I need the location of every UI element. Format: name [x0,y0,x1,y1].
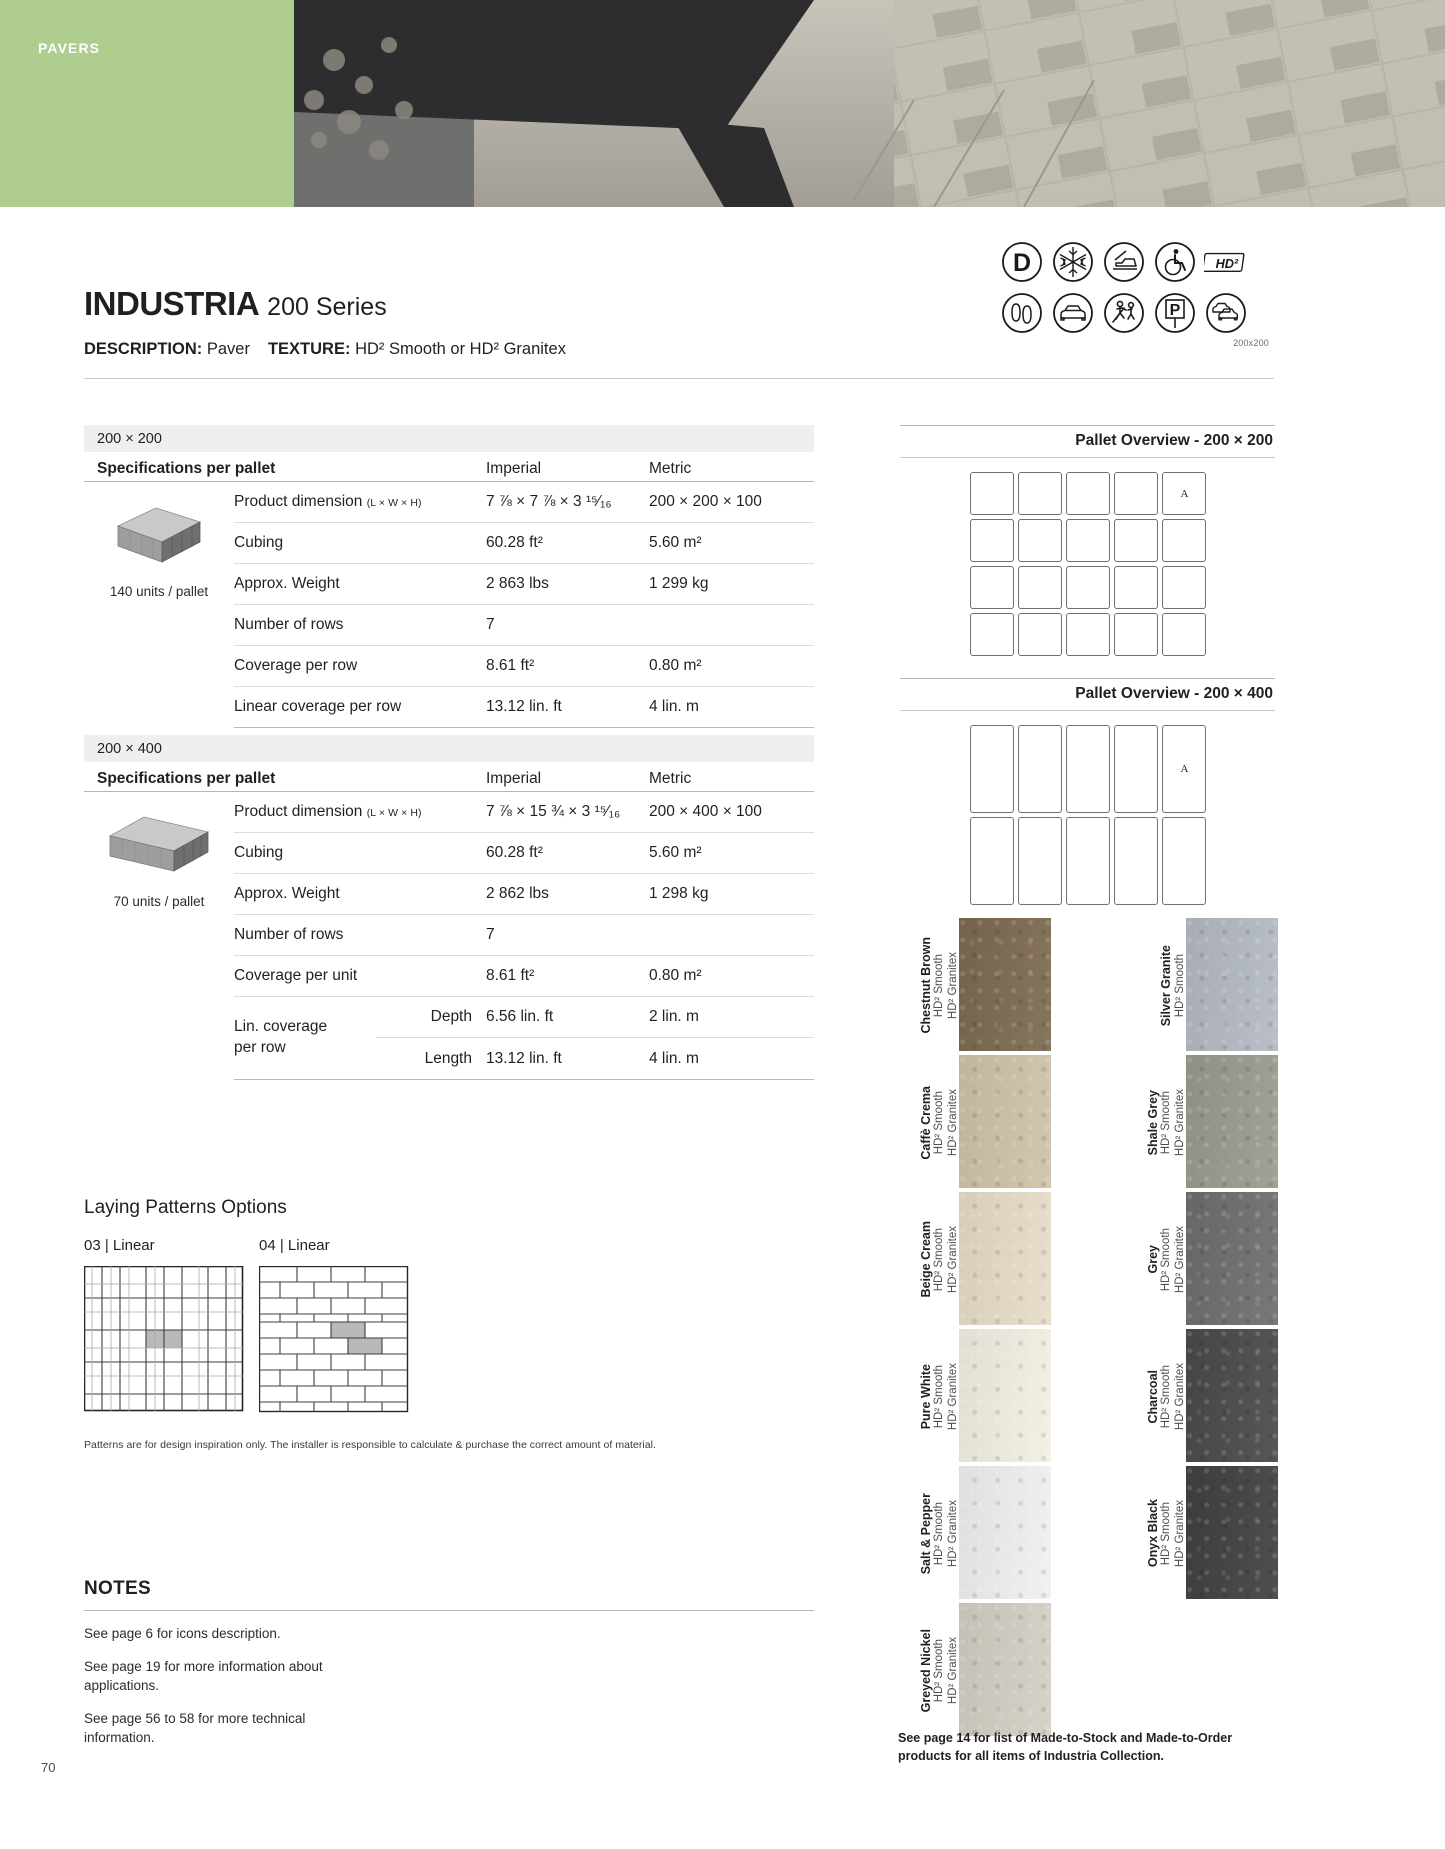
swatch-texture-label: HD² Smooth [1160,1090,1173,1155]
swatch-color-chip [1186,1192,1278,1325]
pallet-cell [1018,566,1062,609]
svg-text:P: P [1169,302,1181,319]
color-swatch-item [898,1192,1051,1327]
hd2-badge-icon [1204,240,1248,284]
swatch-color-chip [959,1329,1051,1462]
pedestrian-footprints-icon [1000,291,1044,335]
svg-text:HD²: HD² [1215,256,1239,271]
row-sublabel: (L × W × H) [366,807,422,819]
pallet-cell [970,725,1014,813]
row-metric: 1 298 kg [649,885,709,902]
paver-3d-thumbnail-200x200 [104,496,214,574]
size-label-2: 200 × 400 [97,740,162,757]
row-imperial: 8.61 ft² [486,657,535,674]
size-bar-1 [84,425,814,452]
pallet-grid-1 [970,472,1206,656]
pallet-cell [1114,613,1158,656]
table-row [234,482,814,523]
pattern-label-03: 03 | Linear [84,1237,155,1254]
swatch-labels [898,918,959,1053]
swatch-texture-label: HD² Smooth [933,1638,946,1703]
swatch-labels [898,1055,959,1190]
dual-tag: Depth [430,1008,472,1025]
swatch-color-chip [1186,1329,1278,1462]
pallet-grid-2 [970,725,1206,905]
swatch-labels [1125,1466,1186,1601]
description-value: Paver [206,340,250,358]
pallet-cell [1162,519,1206,562]
pallet-cell [1018,817,1062,905]
swatch-texture-label: HD² Granitex [946,1088,959,1157]
description-label: DESCRIPTION: [84,340,203,358]
swatch-color-name: Greyed Nickel [918,1628,933,1713]
pattern-figures [84,1266,814,1413]
spec-header-metric-1: Metric [649,460,692,477]
spec-header-metric-2: Metric [649,770,692,787]
swatch-labels [1125,1055,1186,1190]
color-swatch-item [1125,918,1278,1053]
table-row [234,874,814,915]
row-sublabel: (L × W × H) [366,497,422,509]
row-metric: 5.60 m² [649,534,702,551]
swatch-color-chip [959,918,1051,1051]
table-row [376,1038,814,1079]
pallet-cell [1066,566,1110,609]
row-imperial: 7 [486,926,495,943]
table-row [376,997,814,1038]
row-label: Number of rows [234,616,344,633]
pattern-disclaimer: Patterns are for design inspiration only. The installer is responsible to calculate & purchase the correct amount of material. [84,1439,657,1451]
pallet-cell [1066,817,1110,905]
swatch-column-left [898,918,1051,1740]
svg-text:D: D [1012,249,1032,277]
spec-body-1 [84,482,814,728]
row-label-text: Product dimension [234,493,363,510]
row-metric: 2 lin. m [649,1008,699,1025]
pallet-grid-wrap-1 [900,458,1275,656]
swatch-texture-label: HD² Granitex [1173,1088,1186,1157]
pallet-cell [1162,817,1206,905]
color-swatch-item [1125,1055,1278,1190]
row-imperial: 7 ⅞ × 7 ⅞ × 3 ¹⁵⁄₁₆ [486,493,612,510]
pattern-figure-04 [259,1266,409,1413]
row-imperial: 7 ⅞ × 15 ¾ × 3 ¹⁵⁄₁₆ [486,803,621,820]
color-swatch-item [1125,1466,1278,1601]
swatch-texture-label: HD² Smooth [1173,953,1186,1018]
table-row [234,687,814,728]
pallet-cell [1162,613,1206,656]
pallet-cell [1066,613,1110,656]
texture-value: HD² Smooth or HD² Granitex [355,340,566,358]
swatch-color-name: Onyx Black [1145,1499,1160,1568]
swatch-labels [1125,918,1186,1053]
swatch-texture-label: HD² Smooth [933,953,946,1018]
pallet-cell [1114,725,1158,813]
swatch-labels [898,1466,959,1601]
pallet-cell [1162,725,1206,813]
row-imperial: 2 863 lbs [486,575,549,592]
row-label-text: Product dimension [234,803,363,820]
dual-tag: Length [424,1049,472,1067]
notes-divider [84,1610,814,1611]
pallet-overview-200x200 [900,425,1275,656]
notes-section [84,1578,814,1748]
page-number: 70 [41,1760,56,1775]
row-label: Coverage per row [234,657,358,674]
size-bar-2 [84,735,814,762]
note-line: See page 6 for icons description. [84,1626,281,1641]
spec-header-row-2 [84,762,814,792]
swatch-color-chip [959,1603,1051,1736]
pallet-cell [1114,519,1158,562]
color-swatch-item [898,918,1051,1053]
pallet-cell [1066,519,1110,562]
pallet-cell [970,472,1014,515]
swatch-texture-label: HD² Smooth [1160,1227,1173,1292]
row-imperial: 13.12 lin. ft [486,1049,562,1067]
swatch-texture-label: HD² Granitex [1173,1499,1186,1568]
pallet-cell [970,613,1014,656]
spec-header-imperial-2: Imperial [486,770,542,787]
pallet-cell [1018,613,1062,656]
swatch-color-chip [1186,1466,1278,1599]
swatch-labels [898,1603,959,1738]
note-line: See page 19 for more information about applications. [84,1658,323,1694]
pattern-figure-03 [84,1266,259,1413]
pallet-cell [970,566,1014,609]
swatch-texture-label: HD² Granitex [946,1362,959,1431]
pallet-cell [1018,725,1062,813]
swatch-color-chip [959,1055,1051,1188]
pattern-headers [84,1237,814,1254]
row-label [234,493,486,511]
pallet-grid-wrap-2 [900,711,1275,905]
table-row [234,833,814,874]
color-swatches-section [898,918,1278,1740]
pallet-cell [1114,566,1158,609]
swatch-texture-label: HD² Granitex [946,951,959,1020]
page-header-band [0,0,1445,207]
color-swatch-item [898,1055,1051,1190]
swatch-color-name: Chestnut Brown [918,937,933,1034]
product-name: INDUSTRIA [84,285,260,322]
color-swatch-item [898,1466,1051,1601]
swatch-texture-label: HD² Smooth [933,1501,946,1566]
snowflake-icon [1051,240,1095,284]
pattern-name-03: Linear [112,1237,155,1254]
hero-photo [294,0,1445,207]
swatch-color-name: Salt & Pepper [918,1492,933,1575]
row-label: Linear coverage per row [234,698,402,715]
pattern-code-04: 04 [259,1237,276,1254]
pallet-cell [1162,472,1206,515]
row-metric: 1 299 kg [649,575,709,592]
row-imperial: 7 [486,616,495,633]
page-title [84,285,387,323]
spec-table-200x200 [84,425,814,728]
pallet-cell [1066,725,1110,813]
spec-body-2 [84,792,814,1080]
dual-label-line1: Lin. coverage [234,1018,328,1036]
pallet-orientation-marker: A [1180,487,1189,500]
pallet-cell [1114,817,1158,905]
spec-header-title-2: Specifications per pallet [97,770,276,787]
swatch-column-right [1125,918,1278,1740]
spec-header-row-1 [84,452,814,482]
attribute-icons-row-1 [1000,240,1272,284]
made-to-stock-note: See page 14 for list of Made-to-Stock and Made-to-Order products for all items of Industria Collection. [898,1731,1233,1763]
spec-header-title-1: Specifications per pallet [97,460,276,477]
multiple-vehicles-icon [1204,291,1248,335]
swatch-color-chip [959,1192,1051,1325]
color-swatch-item [1125,1192,1278,1327]
wheelchair-icon [1153,240,1197,284]
table-row [234,915,814,956]
pallet-cell [1162,566,1206,609]
pallet-cell [1066,472,1110,515]
swatch-texture-label: HD² Smooth [933,1090,946,1155]
title-divider [84,378,1274,379]
swatch-texture-label: HD² Smooth [1160,1501,1173,1566]
row-metric: 200 × 200 × 100 [649,493,762,510]
table-row [234,523,814,564]
paver-3d-thumbnail-200x400 [104,806,214,884]
table-row [234,605,814,646]
row-label: Cubing [234,534,284,551]
notes-title: NOTES [84,1578,151,1599]
swatch-texture-label: HD² Granitex [1173,1362,1186,1431]
table-row [234,564,814,605]
swatch-color-chip [1186,1055,1278,1188]
row-metric: 200 × 400 × 100 [649,803,762,820]
people-crossing-icon [1102,291,1146,335]
pallet-cell [970,519,1014,562]
row-imperial: 6.56 lin. ft [486,1008,554,1025]
note-line: See page 56 to 58 for more technical information. [84,1710,306,1746]
pallet-cell [1114,472,1158,515]
row-metric: 4 lin. m [649,698,699,715]
color-swatch-item [898,1329,1051,1464]
icon-size-caption: 200x200 [1233,338,1269,348]
row-label: Approx. Weight [234,575,340,592]
attribute-icons [1000,240,1272,348]
row-imperial: 60.28 ft² [486,844,543,861]
product-series: 200 Series [267,293,387,321]
pallet-orientation-marker: A [1180,763,1189,775]
swatch-labels [1125,1329,1186,1464]
swatch-texture-label: HD² Smooth [1160,1364,1173,1429]
snowplow-icon [1102,240,1146,284]
swatch-color-name: Pure White [918,1363,933,1430]
row-imperial: 8.61 ft² [486,967,535,984]
size-label-1: 200 × 200 [97,430,162,447]
laying-patterns-title: Laying Patterns Options [84,1197,287,1218]
table-row-dual [234,997,814,1080]
pallet-cell [1018,472,1062,515]
row-metric: 0.80 m² [649,657,702,674]
spec-header-imperial-1: Imperial [486,460,542,477]
category-tab [0,0,294,207]
swatch-labels [898,1192,959,1327]
units-per-pallet-1: 140 units / pallet [109,584,209,599]
units-per-pallet-2: 70 units / pallet [113,894,205,909]
row-label [234,803,486,821]
swatch-color-name: Silver Granite [1159,944,1174,1027]
row-label: Number of rows [234,926,344,943]
row-imperial: 13.12 lin. ft [486,698,562,715]
pallet-title-1: Pallet Overview - 200 × 200 [1075,432,1273,449]
row-imperial: 60.28 ft² [486,534,543,551]
dual-row-label [234,997,376,1079]
product-thumb-col-2 [84,792,234,909]
swatch-color-name: Caffè Crema [918,1085,933,1160]
swatch-texture-label: HD² Granitex [946,1225,959,1294]
row-label: Approx. Weight [234,885,340,902]
swatch-color-chip [1186,918,1278,1051]
product-thumb-col-1 [84,482,234,599]
row-metric: 5.60 m² [649,844,702,861]
pattern-code-03: 03 [84,1237,101,1254]
attribute-icons-row-2 [1000,291,1272,335]
description-line [84,340,566,359]
swatch-color-name: Beige Cream [918,1221,933,1298]
laying-patterns-section [84,1197,814,1451]
swatch-color-name: Charcoal [1145,1369,1160,1424]
spec-rows-2 [234,792,814,1080]
table-row [234,792,814,833]
parking-p-icon [1153,291,1197,335]
row-imperial: 2 862 lbs [486,885,549,902]
dual-label-line2: per row [234,1039,286,1056]
color-swatch-item [1125,1329,1278,1464]
dual-row-values [376,997,814,1079]
spec-table-200x400 [84,735,814,1080]
swatch-color-chip [959,1466,1051,1599]
pallet-cell [1018,519,1062,562]
row-label: Cubing [234,844,284,861]
swatch-color-name: Shale Grey [1145,1089,1160,1156]
pattern-name-04: Linear [287,1237,330,1254]
spec-rows-1 [234,482,814,728]
pallet-title-2: Pallet Overview - 200 × 400 [1075,685,1273,702]
swatch-texture-label: HD² Granitex [1173,1225,1186,1294]
swatch-texture-label: HD² Granitex [946,1636,959,1705]
row-metric: 4 lin. m [649,1049,699,1067]
row-label: Coverage per unit [234,967,358,984]
swatch-labels [898,1329,959,1464]
swatch-labels [1125,1192,1186,1327]
swatch-texture-label: HD² Smooth [933,1364,946,1429]
row-metric: 0.80 m² [649,967,702,984]
table-row [234,646,814,687]
swatch-texture-label: HD² Granitex [946,1499,959,1568]
pallet-overview-200x400 [900,678,1275,905]
pattern-label-04: 04 | Linear [259,1237,330,1254]
color-swatch-item [898,1603,1051,1738]
drainage-d-icon [1000,240,1044,284]
texture-label: TEXTURE: [267,340,351,358]
car-icon [1051,291,1095,335]
swatch-texture-label: HD² Smooth [933,1227,946,1292]
pallet-cell [970,817,1014,905]
category-tab-label: PAVERS [38,40,101,56]
table-row [234,956,814,997]
swatch-color-name: Grey [1145,1245,1160,1274]
